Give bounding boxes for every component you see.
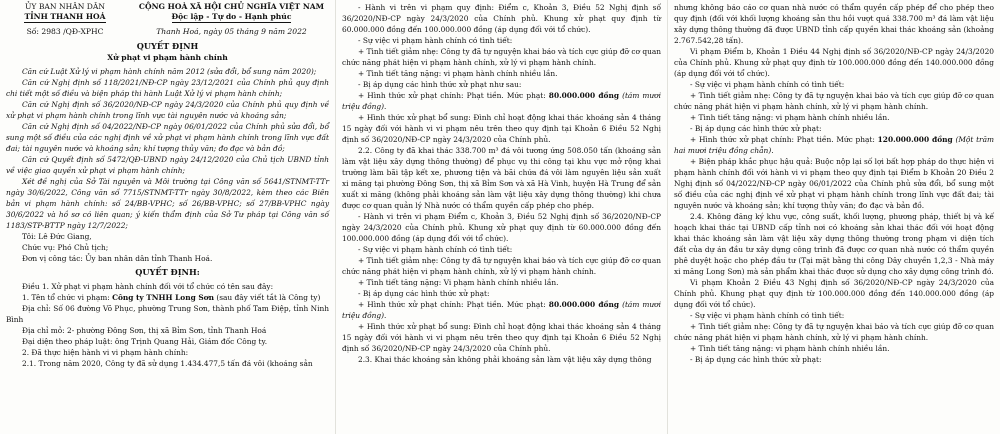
column-3 — [667, 0, 1000, 434]
mine-address: Địa chỉ mỏ: 2- phường Đông Sơn, thị xã Bỉm Sơn, tỉnh Thanh Hoá — [22, 326, 267, 335]
agency-line1: ỦY BAN NHÂN DÂN — [25, 2, 105, 11]
paragraph: - Sự việc vi phạm hành chính có tình tiết: — [358, 245, 513, 254]
paragraph: - Sự việc vi phạm hành chính có tình tiết: — [690, 311, 845, 320]
signer-name: Tôi: Lê Đức Giang, — [22, 232, 92, 241]
column-1 — [0, 0, 335, 434]
paragraph: nhưng không báo cáo cơ quan nhà nước có thẩm quyền cấp phép để cho phép theo quy định (đối với khối lượng khoáng sản thu hồi vượt quá 338.700 m³ đá làm vật liệu xây dựng thông thường đã được UBND tỉnh cấp quyền khai thác khoáng sản (khoảng 2.767.542,28 tấn). — [674, 3, 994, 45]
paragraph: Vi phạm Điểm b, Khoản 1 Điều 44 Nghị định số 36/2020/NĐ-CP ngày 24/3/2020 của Chính phủ. Khung xử phạt quy định từ 100.000.000 đồng đến 140.000.000 đồng (áp dụng đối với tổ chức). — [674, 47, 994, 78]
paragraph: + Tình tiết giảm nhẹ: Công ty đã tự nguyện khai báo và tích cực giúp đỡ cơ quan chức năng phát hiện vi phạm hành chính, xử lý vi phạm hành chính. — [674, 91, 994, 111]
fine-line: + Hình thức xử phạt chính: Phạt tiền. Mức phạt: 120.000.000 đồng (Một trăm hai mươi triệu đồng chẵn). — [674, 135, 994, 155]
legal-basis: Căn cứ Luật Xử lý vi phạm hành chính năm 2012 (sửa đổi, bổ sung năm 2020); — [22, 67, 317, 76]
violation-2-2: 2.2. Công ty đã khai thác 338.700 m³ đá vôi tương ứng 508.050 tấn (khoáng sản làm vật liệu xây dựng thông thường) để phục vụ thi công tại khu vực mở rộng khai trường làm bãi tập kết xe, phương tiện và bãi chứa đá vôi làm nguyên liệu sản xuất xi măng tại phường Đông Sơn, thị xã Bỉm Sơn và xã Hà Vinh, huyện Hà Trung để sản xuất xi măng (không phải khoáng sản làm vật liệu xây dựng thông thường) khi chưa được cơ quan quản lý Nhà nước có thẩm quyền cấp phép cho phép. — [342, 146, 661, 210]
paragraph: + Tình tiết giảm nhẹ: Công ty đã tự nguyện khai báo và tích cực giúp đỡ cơ quan chức năng phát hiện vi phạm hành chính, xử lý vi phạm hành chính. — [342, 47, 661, 67]
fine-amount: 120.000.000 đồng — [877, 135, 953, 144]
paragraph: + Tình tiết tăng nặng: vi phạm hành chính nhiều lần. — [358, 69, 558, 78]
legal-basis: Căn cứ Nghị định số 04/2022/NĐ-CP ngày 06/01/2022 của Chính phủ sửa đổi, bổ sung một số điều của các nghị định về xử phạt vi phạm hành chính trong lĩnh vực đất đai; tài nguyên nước và khoáng sản; khí tượng thủy văn; đo đạc và bản đồ; — [6, 122, 329, 153]
paragraph: Vi phạm Khoản 2 Điều 43 Nghị định số 36/2020/NĐ-CP ngày 24/3/2020 của Chính phủ. Khung phạt quy định từ 100.000.000 đồng đến 140.000.000 đồng (áp dụng đối với tổ chức). — [674, 278, 994, 309]
remedy-measure: + Biện pháp khắc phục hậu quả: Buộc nộp lại số lợi bất hợp pháp do thực hiện vi phạm hành chính đối với hành vi vi phạm theo quy định tại Điểm b Khoản 20 Điều 2 Nghị định số 04/2022/NĐ-CP ngày 06/01/2022 của Chính phủ sửa đổi, bổ sung một số điều của các nghị định về xử phạt vi phạm hành chính trong lĩnh vực đất đai; tài nguyên nước và khoáng sản; khí tượng thủy văn; đo đạc và bản đồ. — [674, 157, 994, 210]
paragraph: + Tình tiết tăng nặng: vi phạm hành chính nhiều lần. — [690, 113, 890, 122]
paragraph: - Hành vi trên vi phạm Điểm c, Khoản 3, Điều 52 Nghị định số 36/2020/NĐ-CP ngày 24/3/2020 của Chính phủ. Khung xử phạt quy định từ 60.000.000 đồng đến 100.000.000 đồng (áp dụng đối với tổ chức). — [342, 212, 661, 243]
org-name-line: 1. Tên tổ chức vi phạm: Công ty TNHH Long Sơn (sau đây viết tắt là Công ty) — [22, 293, 321, 302]
violation-2-4: 2.4. Không đăng ký khu vực, công suất, khối lượng, phương pháp, thiết bị và kế hoạch khai thác tại UBND cấp tỉnh nơi có khoáng sản khai thác đối với hoạt động khai thác khoáng sản làm vật liệu xây dựng thông thường trong phạm vi diện tích đất của dự án đầu tư xây dựng công trình đã được cơ quan nhà nước có thẩm quyền phê duyệt hoặc cho phép đầu tư (Tại mặt bằng thi công Dây chuyền 1,2,3 - Nhà máy xi măng Long Sơn) mà sản phẩm khai thác được sử dụng cho xây dựng công trình đó. — [674, 212, 994, 276]
violation-2-3: 2.3. Khai thác khoáng sản không phải khoáng sản làm vật liệu xây dựng thông — [358, 355, 652, 364]
paragraph: + Hình thức xử phạt bổ sung: Đình chỉ hoạt động khai thác khoáng sản 4 tháng 15 ngày đối với hành vi vi phạm nêu trên theo quy định tại Khoản 6 Điều 52 Nghị định số 36/2020/NĐ-CP ngày 24/3/2020 của Chính phủ. — [342, 322, 661, 353]
fine-amount: 80.000.000 đồng — [548, 300, 620, 309]
paragraph: - Hành vi trên vi phạm quy định: Điểm c, Khoản 3, Điều 52 Nghị định số 36/2020/NĐ-CP ngày 24/3/2020 của Chính phủ. Khung xử phạt quy định từ 60.000.000 đồng đến 100.000.000 đồng (áp dụng đối với tổ chức). — [342, 3, 661, 34]
article-1: Điều 1. Xử phạt vi phạm hành chính đối với tổ chức có tên sau đây: — [22, 282, 274, 291]
fine-line: + Hình thức xử phạt chính: Phạt tiền. Mức phạt: 80.000.000 đồng (tám mươi triệu đồng). — [342, 91, 661, 111]
paragraph: - Sự việc vi phạm hành chính có tình tiết: — [690, 80, 845, 89]
org-name: Công ty TNHH Long Sơn — [112, 293, 214, 302]
paragraph: - Bị áp dụng các hình thức xử phạt như sau: — [358, 80, 522, 89]
paragraph: + Hình thức xử phạt bổ sung: Đình chỉ hoạt động khai thác khoáng sản 4 tháng 15 ngày đối với hành vi vi phạm nêu trên theo quy định tại Khoản 6 Điều 52 Nghị định số 36/2020/NĐ-CP ngày 24/3/2020 của Chính phủ. — [342, 113, 661, 144]
agency-line2: TỈNH THANH HOÁ — [24, 12, 106, 21]
decision-subtitle: Xử phạt vi phạm hành chính — [107, 53, 228, 62]
paragraph: - Bị áp dụng các hình thức xử phạt: — [690, 124, 822, 133]
paragraph: - Bị áp dụng các hình thức xử phạt: — [690, 355, 822, 364]
legal-basis: Căn cứ Quyết định số 5472/QĐ-UBND ngày 24/12/2020 của Chủ tịch UBND tỉnh về việc giao quyền xử phạt vi phạm hành chính; — [6, 155, 329, 175]
country-line2: Độc lập - Tự do - Hạnh phúc — [171, 12, 292, 21]
fine-amount: 80.000.000 đồng — [548, 91, 620, 100]
signer-unit: Đơn vị công tác: Ủy ban nhân dân tỉnh Thanh Hoá. — [22, 254, 213, 263]
signer-position: Chức vụ: Phó Chủ tịch; — [22, 243, 109, 252]
legal-basis: Căn cứ Nghị định số 118/2021/NĐ-CP ngày 23/12/2021 của Chính phủ quy định chi tiết một số điều và biện pháp thi hành Luật Xử lý vi phạm hành chính; — [6, 78, 329, 98]
legal-basis: Căn cứ Nghị định số 36/2020/NĐ-CP ngày 24/3/2020 của Chính phủ quy định về xử phạt vi phạm hành chính trong lĩnh vực tài nguyên nước và khoáng sản; — [6, 100, 329, 120]
doc-header — [6, 2, 329, 23]
violation-2-1: 2.1. Trong năm 2020, Công ty đã sử dụng 1.434.477,5 tấn đá vôi (khoáng sản — [22, 359, 313, 368]
paragraph: - Sự việc vi phạm hành chính có tình tiết: — [358, 36, 513, 45]
decision-title: QUYẾT ĐỊNH — [136, 41, 199, 51]
legal-basis: Xét đề nghị của Sở Tài nguyên và Môi trường tại Công văn số 5641/STNMT-TTr ngày 30/6/2022, Công văn số 7715/STNMT-TTr ngày 30/8/2022, kèm theo các Biên bản vi phạm hành chính: số 24/BB-VPHC; số 26/BB-VPHC; số 27/BB-VPHC ngày 30/6/2022 và hồ sơ có liên quan; ý kiến thẩm định của Sở Tư pháp tại Công văn số 1183/STP-BTTP ngày 12/7/2022; — [6, 177, 329, 230]
paragraph: + Tình tiết giảm nhẹ: Công ty đã tự nguyện khai báo và tích cực giúp đỡ cơ quan chức năng phát hiện vi phạm hành chính, xử lý vi phạm hành chính. — [342, 256, 661, 276]
paragraph: + Tình tiết tăng nặng: Vi phạm hành chính nhiều lần. — [358, 278, 559, 287]
legal-representative: Đại diện theo pháp luật: ông Trịnh Quang Hải, Giám đốc Công ty. — [22, 337, 268, 346]
country-line1: CỘNG HOÀ XÃ HỘI CHỦ NGHĨA VIỆT NAM — [138, 2, 325, 11]
paragraph: + Tình tiết giảm nhẹ: Công ty đã tự nguyện khai báo và tích cực giúp đỡ cơ quan chức năng phát hiện vi phạm hành chính, xử lý vi phạm hành chính. — [674, 322, 994, 342]
paragraph: + Tình tiết tăng nặng: vi phạm hành chính nhiều lần. — [690, 344, 890, 353]
violations-heading: 2. Đã thực hiện hành vi vi phạm hành chính: — [22, 348, 189, 357]
doc-number: Số: 2983 /QĐ-XPHC — [26, 27, 104, 36]
decision-heading: QUYẾT ĐỊNH: — [135, 267, 200, 277]
doc-date: Thanh Hoá, ngày 05 tháng 9 năm 2022 — [156, 27, 307, 36]
paragraph: - Bị áp dụng các hình thức xử phạt: — [358, 289, 490, 298]
fine-line: + Hình thức xử phạt chính: Phạt tiền. Mức phạt: 80.000.000 đồng (tám mươi triệu đồng). — [342, 300, 661, 320]
org-address: Địa chỉ: Số 06 đường Võ Phục, phường Trung Sơn, thành phố Tam Điệp, tỉnh Ninh Bình — [6, 304, 329, 324]
column-2 — [335, 0, 667, 434]
